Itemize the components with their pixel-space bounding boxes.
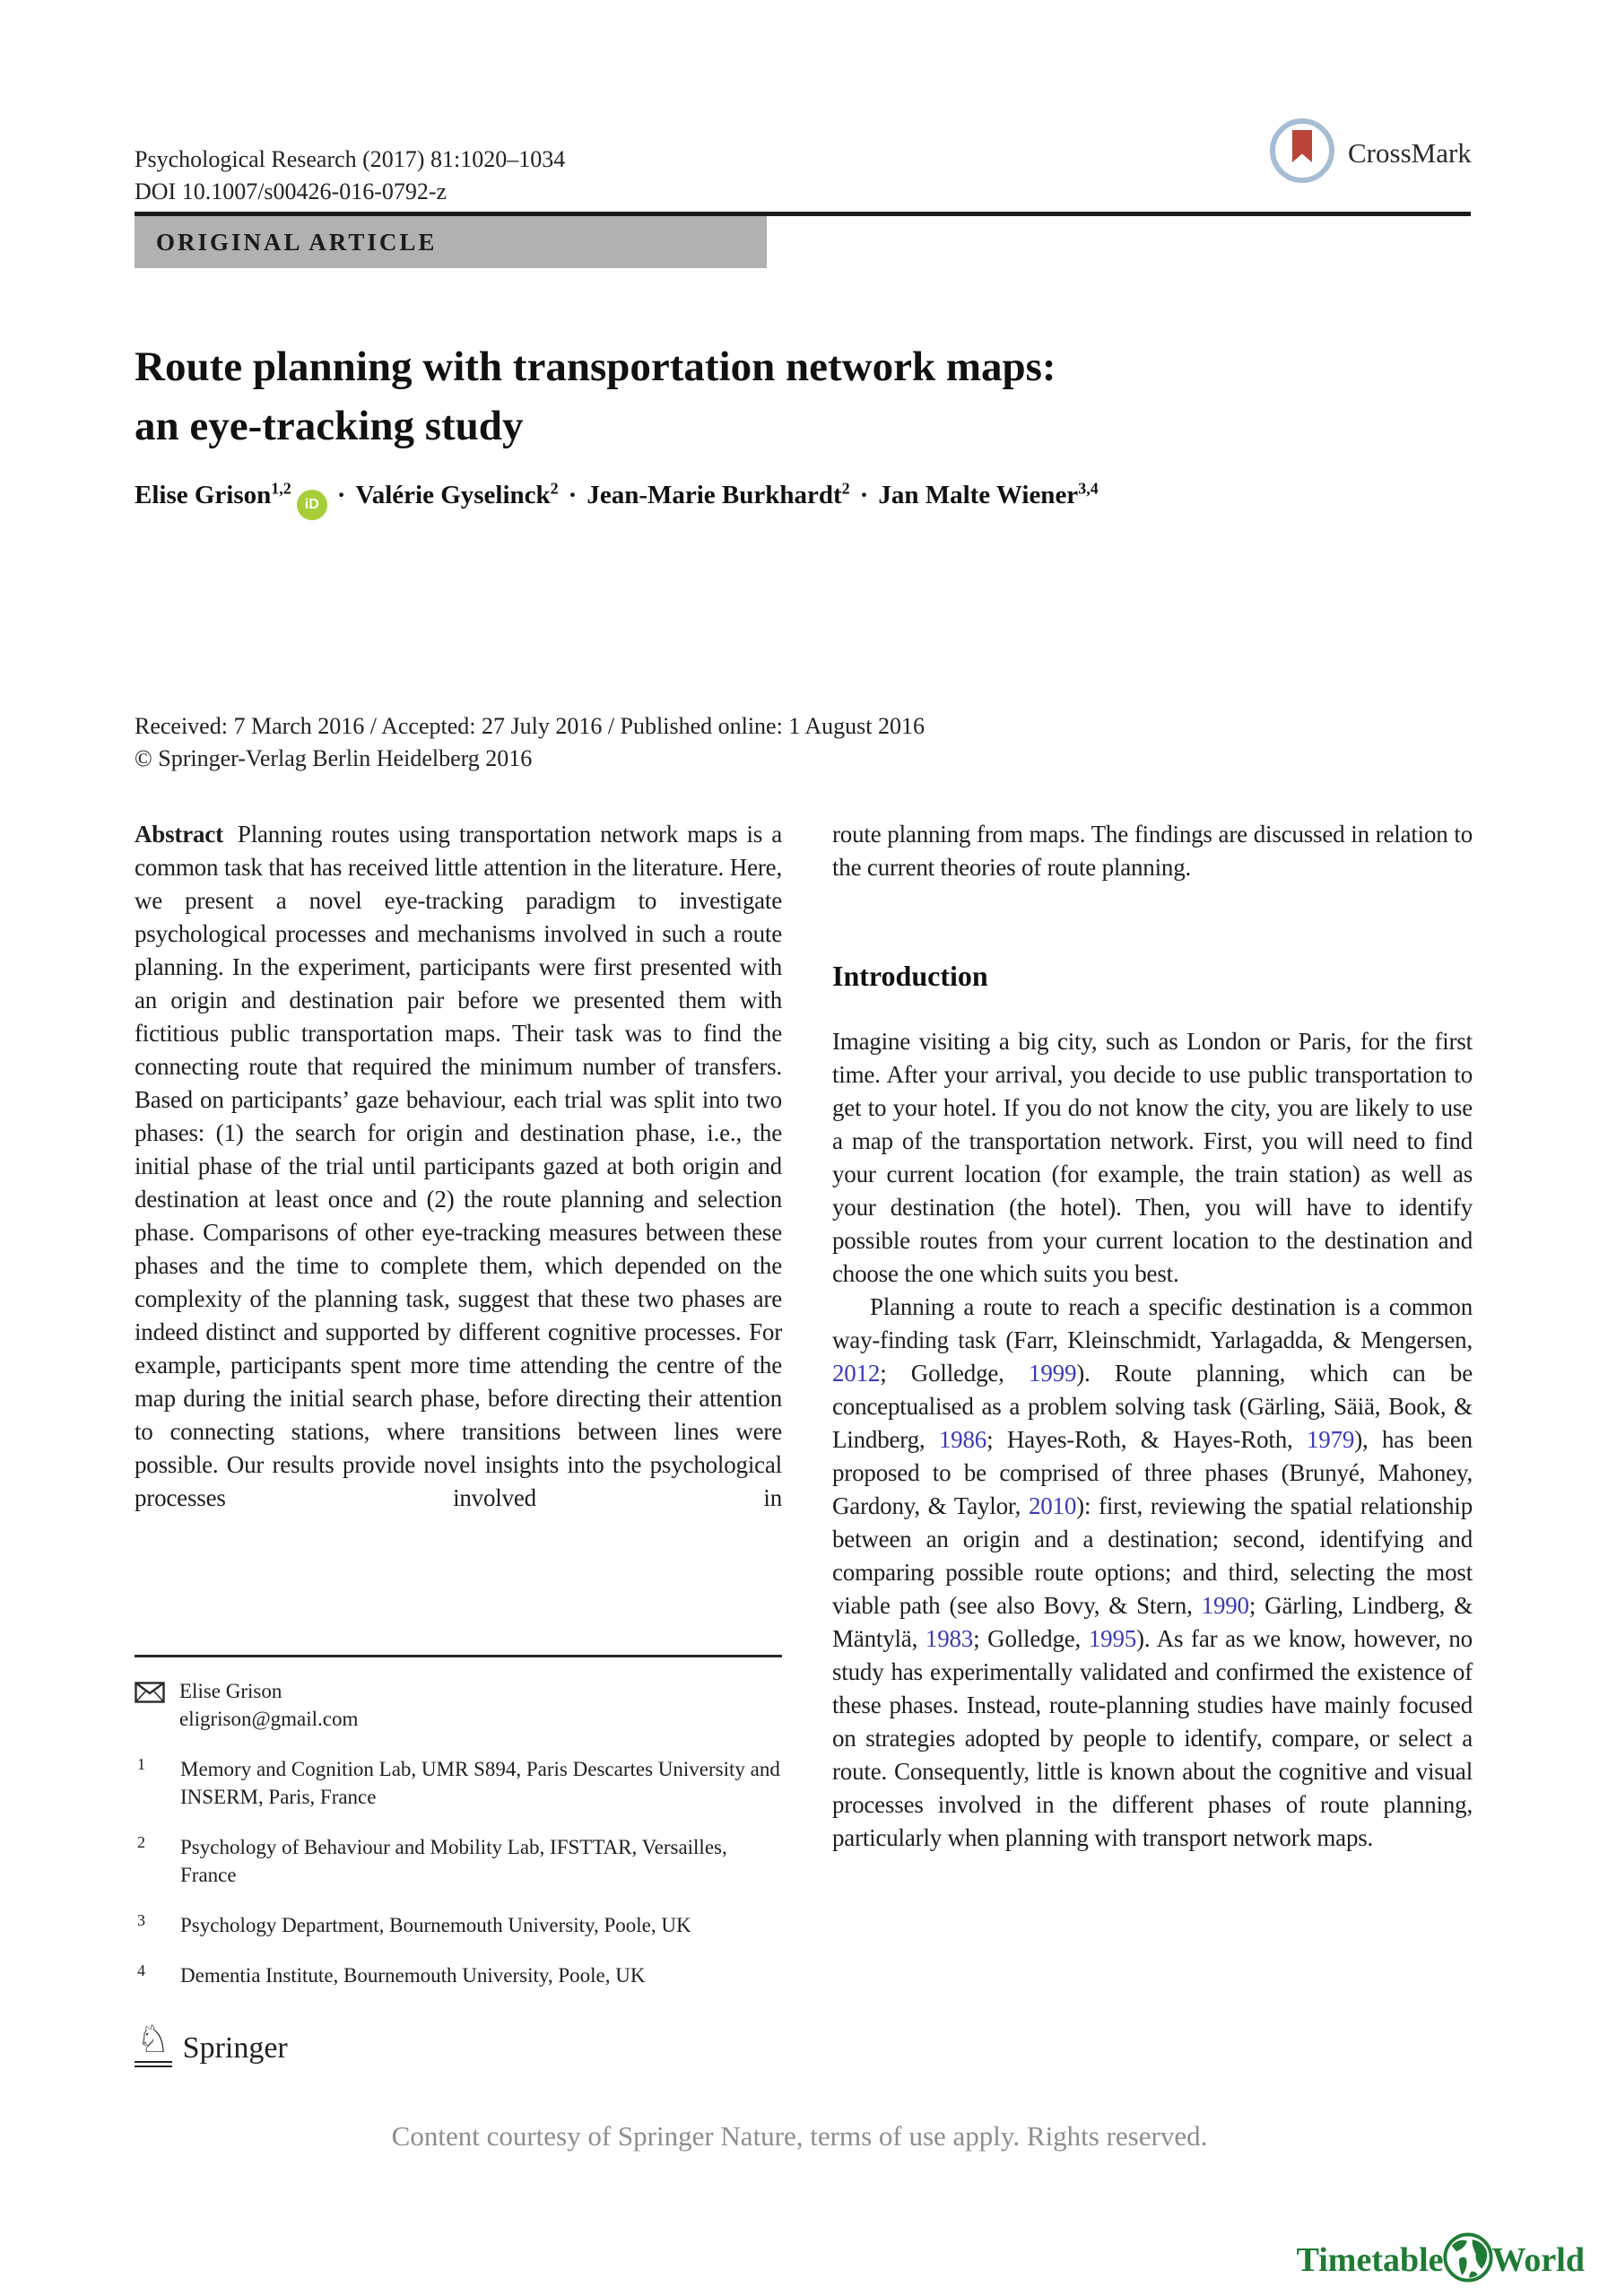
authors-line	[135, 479, 1099, 520]
paragraph-text: Planning a route to reach a specific destination is a common way-finding task (Farr, Kleinschmidt, Yarlagadda, & Mengersen,	[832, 1293, 1473, 1353]
paragraph-text: ; Hayes-Roth, & Hayes-Roth,	[986, 1426, 1307, 1453]
affiliation-number: 2	[137, 1833, 145, 1851]
correspondence	[135, 1677, 782, 1733]
abstract-label: Abstract	[135, 821, 223, 848]
paragraph-text: ). Route planning, which can be conceptualised as a problem solving task (Gärling, Säiä, Book, & Lindberg,	[832, 1360, 1473, 1453]
citation-link[interactable]: 2010	[1028, 1492, 1077, 1519]
timetable-world-watermark	[1297, 2230, 1585, 2291]
correspondence-name: Elise Grison	[179, 1680, 282, 1702]
springer-logo	[135, 2017, 288, 2067]
watermark-text-left: Timetable	[1296, 2241, 1444, 2279]
correspondence-text	[179, 1677, 358, 1733]
paragraph-text: ), has been proposed to be comprised of three phases (Brunyé, Mahoney, Gardony, & Taylor,	[832, 1426, 1473, 1519]
affiliations-list	[135, 1755, 782, 1989]
affiliation-number: 4	[137, 1961, 145, 1979]
orcid-icon[interactable]: iD	[297, 490, 327, 520]
author-name: Elise Grison$^{1,2}$	[135, 479, 291, 509]
citation-link[interactable]: 2012	[832, 1360, 881, 1387]
citation-link[interactable]: 1990	[1201, 1592, 1249, 1619]
dates-line: Received: 7 March 2016 / Accepted: 27 July 2016 / Published online: 1 August 2016	[135, 713, 926, 739]
author-affiliation-sup: 2	[550, 479, 559, 497]
author-affiliation-sup: 1,2	[271, 479, 291, 497]
paragraph-text: ): first, reviewing the spatial relationship between an origin and a destination; second, identifying and comparing possible route options; and third, selecting the most viable path (see also Bovy, & Stern,	[832, 1492, 1473, 1619]
introduction-paragraph-1: Imagine visiting a big city, such as London or Paris, for the first time. After your arrival, you decide to use public transportation to get to your hotel. If you do not know the city, you are likely to use a map of the transportation network. First, you will need to find your current location (for example, the train station) as well as your destination (the hotel). Then, you will have to identify possible routes from your current location to the destination and choose the one which suits you best.	[832, 1028, 1473, 1287]
affiliation-item	[135, 1911, 782, 1939]
article-title	[135, 337, 1056, 456]
journal-citation-line: Psychological Research (2017) 81:1020–1034	[135, 146, 566, 172]
paragraph-text: ; Golledge,	[880, 1360, 1030, 1387]
correspondence-email[interactable]: eligrison@gmail.com	[179, 1708, 359, 1730]
crossmark-label: CrossMark	[1348, 136, 1472, 169]
paragraph-text: ; Golledge,	[973, 1625, 1089, 1652]
globe-icon	[1442, 2231, 1494, 2292]
author-affiliation-sup: 3,4	[1078, 479, 1099, 497]
abstract-continuation: route planning from maps. The findings are discussed in relation to the current theories of route planning.	[832, 821, 1473, 881]
envelope-icon	[135, 1682, 165, 1710]
affiliation-text: Psychology Department, Bournemouth University, Poole, UK	[180, 1914, 691, 1936]
abstract-text-left: Planning routes using transportation network maps is a common task that has received little attention in the literature. Here, we present a novel eye-tracking paradigm to investigate psychological processes and mechanisms involved in such a route planning. In the experiment, participants were first presented with an origin and destination pair before we presented them with fictitious public transportation maps. Their task was to find the connecting route that required the minimum number of transfers. Based on participants’ gaze behaviour, each trial was split into two phases: (1) the search for origin and destination phase, i.e., the initial phase of the trial until participants gazed at both origin and destination at least once and (2) the route planning and selection phase. Comparisons of other eye-tracking measures between these phases and the time to complete them, which depended on the complexity of the planning task, suggest that these two phases are indeed distinct and supported by different cognitive processes. For example, participants spent more time attending the centre of the map during the initial search phase, before directing their attention to connecting stations, where transitions between lines were possible. Our results provide novel insights into the psychological processes involved in	[135, 821, 782, 1511]
affiliation-text: Dementia Institute, Bournemouth University, Poole, UK	[180, 1964, 646, 1987]
right-column	[832, 818, 1473, 1855]
doi-line: DOI 10.1007/s00426-016-0792-z	[135, 178, 448, 204]
citation-link[interactable]: 1999	[1029, 1360, 1077, 1387]
publication-meta	[135, 710, 925, 775]
abstract-paragraph	[135, 818, 782, 1515]
introduction-paragraph-2	[832, 1291, 1473, 1855]
article-title-line1: Route planning with transportation network maps:	[135, 344, 1056, 390]
author-name: Jan Malte Wiener$^{3,4}$	[878, 479, 1099, 509]
author-separator: ·	[568, 480, 578, 509]
citation-link[interactable]: 1986	[938, 1426, 987, 1453]
left-column	[135, 818, 782, 1515]
author-name: Valérie Gyselinck$^2$	[355, 479, 559, 509]
affiliation-number: 3	[137, 1911, 145, 1929]
footnote-block	[135, 1655, 782, 1989]
crossmark-icon	[1268, 117, 1336, 189]
springer-label: Springer	[182, 2031, 288, 2065]
affiliation-text: Memory and Cognition Lab, UMR S894, Paris Descartes University and INSERM, Paris, France	[180, 1758, 780, 1808]
introduction-heading: Introduction	[832, 960, 988, 992]
affiliation-number: 1	[137, 1755, 145, 1773]
article-type-label: ORIGINAL ARTICLE	[156, 228, 438, 256]
author-separator: ·	[336, 480, 346, 509]
paragraph-text: ; Gärling, Lindberg, & Mäntylä,	[832, 1592, 1473, 1652]
author-affiliation-sup: 2	[841, 479, 850, 497]
watermark-text-right: World	[1491, 2241, 1585, 2279]
affiliation-text: Psychology of Behaviour and Mobility Lab, IFSTTAR, Versailles, France	[180, 1836, 727, 1886]
affiliation-item	[135, 1833, 782, 1889]
article-type-bar	[135, 216, 767, 268]
citation-link[interactable]: 1979	[1307, 1426, 1355, 1453]
affiliation-item	[135, 1755, 782, 1811]
article-title-line2: an eye-tracking study	[135, 403, 524, 449]
author-separator: ·	[859, 480, 869, 509]
affiliation-item	[135, 1961, 782, 1989]
author-name: Jean-Marie Burkhardt$^2$	[587, 479, 850, 509]
paragraph-text: ). As far as we know, however, no study has experimentally validated and confirmed the existence of these phases. Instead, route-planning studies have mainly focused on strategies adopted by people to identify, compare, or select a route. Consequently, little is known about the cognitive and visual processes involved in the different phases of route planning, particularly when planning with transport network maps.	[832, 1625, 1473, 1851]
content-courtesy-line: Content courtesy of Springer Nature, terms of use apply. Rights reserved.	[391, 2120, 1208, 2152]
crossmark-badge[interactable]	[1268, 117, 1472, 189]
copyright-line: © Springer-Verlag Berlin Heidelberg 2016	[135, 745, 533, 771]
journal-header	[135, 144, 565, 208]
citation-link[interactable]: 1995	[1088, 1625, 1137, 1652]
citation-link[interactable]: 1983	[925, 1625, 974, 1652]
springer-knight-icon: ♘	[135, 2020, 172, 2067]
